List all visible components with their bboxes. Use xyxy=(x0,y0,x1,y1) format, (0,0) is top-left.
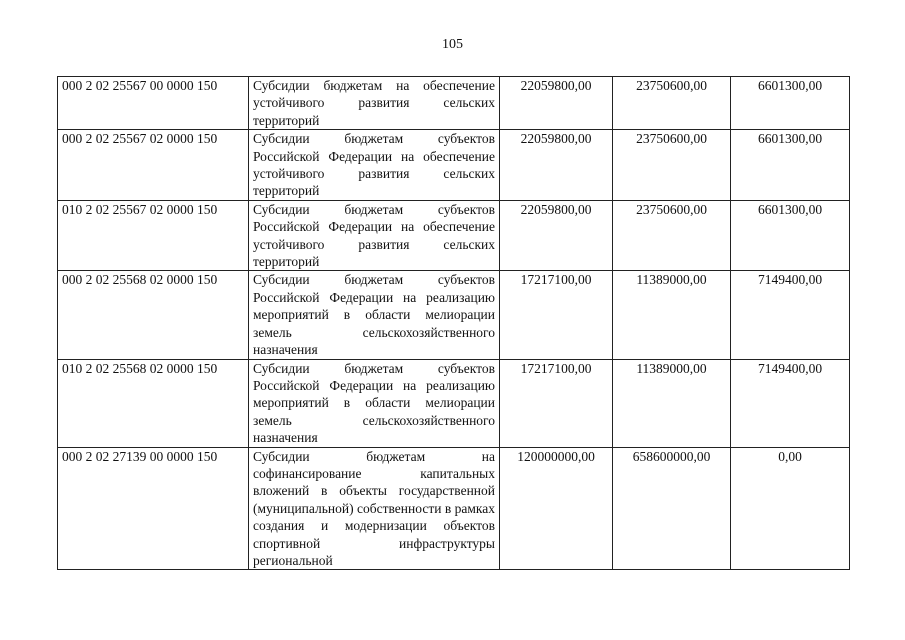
table-row xyxy=(58,77,850,130)
budget-classification-code: 000 2 02 25567 02 0000 150 xyxy=(58,130,249,201)
page-number: 105 xyxy=(442,37,463,52)
budget-classification-code: 000 2 02 25568 02 0000 150 xyxy=(58,271,249,359)
amount-year-2: 11389000,00 xyxy=(613,271,731,359)
amount-year-1: 22059800,00 xyxy=(500,200,613,271)
amount-year-1: 120000000,00 xyxy=(500,447,613,570)
amount-year-2: 11389000,00 xyxy=(613,359,731,447)
amount-year-3: 7149400,00 xyxy=(731,359,850,447)
budget-classification-code: 000 2 02 27139 00 0000 150 xyxy=(58,447,249,570)
amount-year-2: 23750600,00 xyxy=(613,77,731,130)
amount-year-3: 0,00 xyxy=(731,447,850,570)
table-row xyxy=(58,447,850,570)
revenue-name: Субсидии бюджетам субъектов Российской Федерации на реализацию мероприятий в области мелиорации земель сельскохозяйственного назначения xyxy=(249,359,500,447)
amount-year-2: 658600000,00 xyxy=(613,447,731,570)
table-row xyxy=(58,130,850,201)
revenue-name: Субсидии бюджетам субъектов Российской Федерации на реализацию мероприятий в области мелиорации земель сельскохозяйственного назначения xyxy=(249,271,500,359)
table-row xyxy=(58,271,850,359)
revenue-name: Субсидии бюджетам на обеспечение устойчивого развития сельских территорий xyxy=(249,77,500,130)
amount-year-2: 23750600,00 xyxy=(613,130,731,201)
amount-year-3: 6601300,00 xyxy=(731,77,850,130)
amount-year-1: 22059800,00 xyxy=(500,130,613,201)
table-row xyxy=(58,200,850,271)
amount-year-3: 6601300,00 xyxy=(731,200,850,271)
amount-year-1: 17217100,00 xyxy=(500,271,613,359)
revenue-name: Субсидии бюджетам субъектов Российской Федерации на обеспечение устойчивого развития сельских территорий xyxy=(249,130,500,201)
amount-year-2: 23750600,00 xyxy=(613,200,731,271)
amount-year-3: 7149400,00 xyxy=(731,271,850,359)
amount-year-1: 22059800,00 xyxy=(500,77,613,130)
amount-year-1: 17217100,00 xyxy=(500,359,613,447)
budget-classification-code: 000 2 02 25567 00 0000 150 xyxy=(58,77,249,130)
budget-classification-code: 010 2 02 25567 02 0000 150 xyxy=(58,200,249,271)
budget-classification-code: 010 2 02 25568 02 0000 150 xyxy=(58,359,249,447)
budget-revenue-table xyxy=(57,76,850,570)
table-row xyxy=(58,359,850,447)
amount-year-3: 6601300,00 xyxy=(731,130,850,201)
revenue-name: Субсидии бюджетам на софинансирование капитальных вложений в объекты государственной (муниципальной) собственности в рамках создания и модернизации объектов спортивной инфраструктуры региональной xyxy=(249,447,500,570)
revenue-name: Субсидии бюджетам субъектов Российской Федерации на обеспечение устойчивого развития сельских территорий xyxy=(249,200,500,271)
